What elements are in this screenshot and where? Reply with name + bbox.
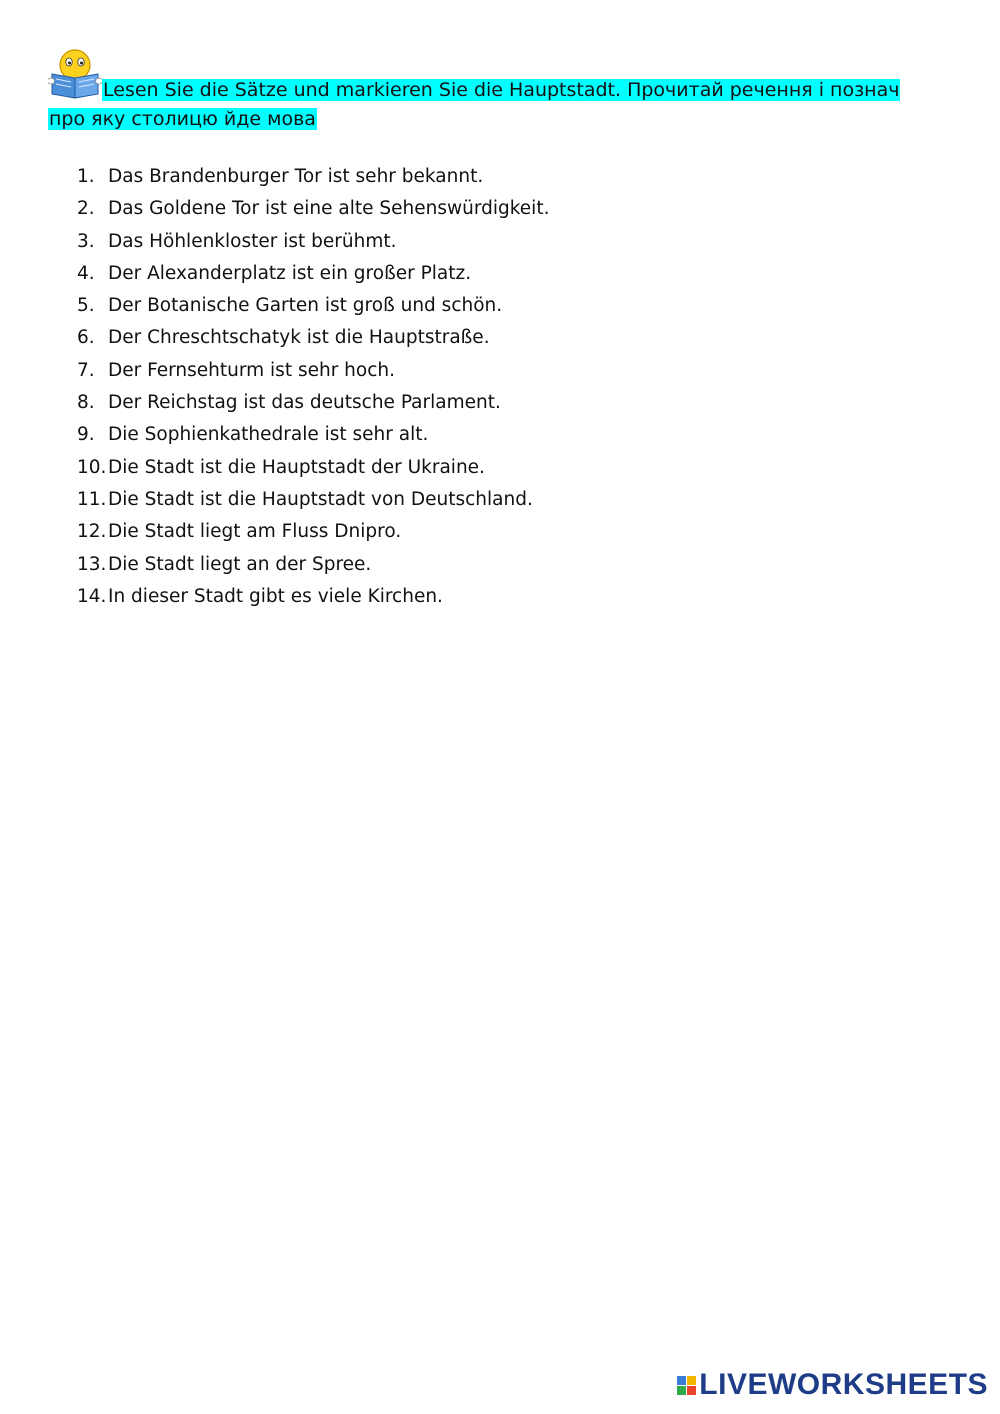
sentence-text: Der Alexanderplatz ist ein großer Platz. [108, 262, 472, 284]
sentence-item [77, 226, 549, 258]
sentence-text: Die Sophienkathedrale ist sehr alt. [108, 424, 429, 446]
sentence-text: Die Stadt liegt am Fluss Dnipro. [108, 521, 402, 543]
sentence-number: 10. [77, 456, 107, 478]
sentence-text: In dieser Stadt gibt es viele Kirchen. [108, 585, 443, 607]
sentence-text: Der Chreschtschatyk ist die Hauptstraße. [108, 327, 490, 349]
sentence-item [77, 484, 549, 516]
sentence-number: 8. [77, 392, 95, 414]
sentence-item [77, 549, 549, 581]
sentence-number: 12. [77, 521, 107, 543]
sentence-item [77, 419, 549, 451]
sentence-number: 1. [77, 166, 95, 187]
sentence-text: Der Reichstag ist das deutsche Parlament. [108, 392, 501, 414]
sentence-number: 14. [77, 585, 107, 607]
sentence-item [77, 290, 549, 322]
sentence-item [77, 355, 549, 387]
sentence-number: 2. [77, 198, 95, 220]
sentence-list [77, 161, 549, 613]
sentence-item [77, 258, 549, 290]
sentence-number: 9. [77, 424, 95, 446]
reading-smiley-icon [48, 46, 102, 100]
sentence-text: Die Stadt liegt an der Spree. [108, 553, 372, 575]
sentence-item [77, 387, 549, 419]
sentence-item [77, 193, 549, 225]
sentence-text: Die Stadt ist die Hauptstadt der Ukraine. [108, 456, 485, 478]
sentence-item [77, 161, 549, 193]
sentence-item [77, 516, 549, 548]
liveworksheets-brand [677, 1368, 988, 1402]
sentence-text: Der Fernsehturm ist sehr hoch. [108, 359, 396, 381]
sentence-number: 7. [77, 359, 95, 381]
sentence-text: Das Brandenburger Tor ist sehr bekannt. [108, 166, 484, 187]
sentence-number: 6. [77, 327, 95, 349]
sentence-number: 5. [77, 295, 95, 317]
sentence-text: Der Botanische Garten ist groß und schön. [108, 295, 503, 317]
liveworksheets-logo-icon [677, 1376, 696, 1395]
sentence-text: Das Höhlenkloster ist berühmt. [108, 230, 397, 252]
instruction-text: Lesen Sie die Sätze und markieren Sie die Hauptstadt. Прочитай речення і познач про яку столицю йде мова [49, 79, 900, 130]
sentence-number: 3. [77, 230, 95, 252]
sentence-item [77, 322, 549, 354]
sentence-number: 11. [77, 488, 107, 510]
sentence-text: Die Stadt ist die Hauptstadt von Deutschland. [108, 488, 533, 510]
sentence-number: 4. [77, 262, 95, 284]
sentence-text: Das Goldene Tor ist eine alte Sehenswürdigkeit. [108, 198, 550, 220]
sentence-item [77, 452, 549, 484]
brand-name: LIVEWORKSHEETS [699, 1368, 988, 1401]
sentence-item [77, 581, 549, 613]
instruction-heading [48, 46, 930, 134]
sentence-number: 13. [77, 553, 107, 575]
